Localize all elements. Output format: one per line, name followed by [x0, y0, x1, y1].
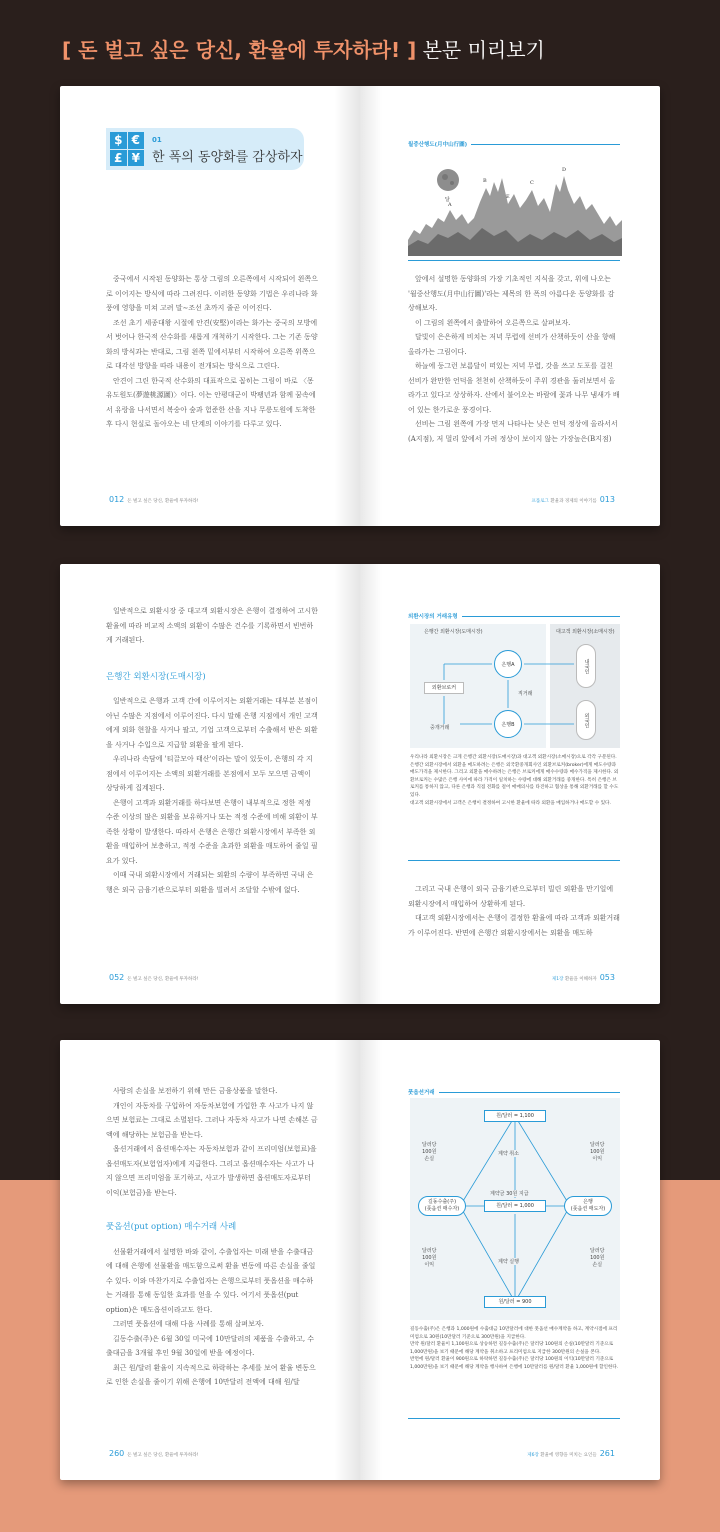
- paragraph: 앞에서 설명한 동양화의 가장 기초적인 지식을 갖고, 위에 나오는 '월중산행도(月中山行圖)'라는 제목의 한 폭의 아름다운 동양화를 감상해보자.: [408, 275, 615, 312]
- put-option-diagram: [410, 1098, 620, 1320]
- running-section: 프롤로그: [531, 499, 549, 504]
- right-bottom-loss: 달러당 100원 손실: [590, 1248, 605, 1268]
- page-footer: [532, 495, 618, 504]
- brokered-trade-label: 중개거래: [430, 725, 450, 731]
- rate-1100-box: 원/달러 = 1,100: [484, 1110, 546, 1122]
- paragraph: 일반적으로 은행과 고객 간에 이루어지는 외환거래는 대부분 본점이 아닌 수많은 지점에서 이루어진다. 다시 말해 은행 지점에서 개인 고객에게 외화 현찰을 사거나 팔고, 기업 고객으로부터 수출해서 받은 외환을 사거나 수입으로 지급할 외환을 팔게 된다.: [106, 697, 318, 749]
- page-013: [360, 86, 660, 526]
- rate-900-box: 원/달러 = 900: [484, 1296, 546, 1308]
- page-footer: [106, 495, 199, 504]
- paragraph: 최근 원/달러 환율이 지속적으로 하락하는 추세를 보여 환율 변동으로 인한 손실을 줄이기 위해 은행에 10만달러 전액에 대해 원/달: [106, 1363, 316, 1386]
- running-title: 환율을 이해하자: [564, 977, 597, 982]
- contract-cancel-label: 계약 취소: [498, 1151, 519, 1157]
- yen-icon: ¥: [128, 150, 145, 167]
- figure-note: 길동수출(주)은 은행과 1,000원에 수출대금 10만달러에 대한 풋옵션 매수계약을 하고, 계약시점에 프리미엄으로 30원(10만달러 기준으로 300만원)을 지급한다. 만약 원/달러 환율이 1,100원으로 상승하면 길동수출(주)은 달러당 100원의 손실(10만달러 기준으로 1,000만원)을 보기 때문에 해당 계약을 취소하고 프리미엄으로 지급한 300만원의 손실을 본다. 반면에 원/달러 환율이 900원으로 하락하면 길동수출(주)은 달러당 100원의 이익(10만달러 기준으로 1,000만원)을 보기 때문에 해당 계약을 행사하여 은행에 10만달러를 원/달러 환율 1,000원에 할인한다.: [410, 1327, 619, 1370]
- body-text: [106, 1084, 318, 1390]
- bank-node: 은행 (풋옵션 매도자): [564, 1196, 612, 1216]
- page-footer: [106, 1449, 199, 1458]
- figure-caption: 외환시장의 거래유형: [408, 612, 620, 620]
- page-number: 052: [109, 973, 125, 982]
- running-title: 돈 벌고 싶은 당신, 환율에 투자하라!: [127, 499, 199, 504]
- body-text: [106, 604, 318, 897]
- pound-icon: £: [110, 150, 127, 167]
- svg-text:B: B: [483, 178, 487, 184]
- page-header: [62, 34, 545, 63]
- paragraph: 중국에서 시작된 동양화는 통상 그림의 오른쪽에서 시작되어 왼쪽으로 이어지는 방식에 따라 그려진다. 이러한 동양화 기법은 우리나라 화풍에 영향을 미쳐 고려 말∼조선 초까지 줄곧 이어진다.: [106, 275, 318, 312]
- page-number: 053: [599, 973, 615, 982]
- mountain-chart: [408, 148, 622, 256]
- paragraph: 이때 국내 외환시장에서 거래되는 외환의 수량이 부족하면 국내 은행은 외국 금융기관으로부터 외환을 빌려서 조달할 수밖에 없다.: [106, 871, 314, 894]
- page-footer: [106, 973, 199, 982]
- paragraph: 그러면 풋옵션에 대해 다음 사례를 통해 살펴보자.: [113, 1320, 264, 1328]
- page-number: 013: [599, 495, 615, 504]
- bank-b-node: 은행B: [494, 710, 522, 738]
- page-053: [360, 564, 660, 1004]
- figure-rule: [408, 260, 620, 261]
- figure-note: 우리나라 외환시장은 크게 은행간 외환시장(도매시장)과 대고객 외환시장(소매시장)으로 각각 구분된다. 은행간 외환시장에서 외환을 매도하려는 은행은 외국환중개회사인 외환브로커(broker)에게 매도수량과 매도가격을 제시한다. 그리고 외환을 매수하려는 은행은 브로커에게 매수수량과 매수가격을 제시한다. 외환브로커는 수많은 은행 사이에 따라 가격이 일치하는 수량에 대해 외환거래를 중개한다. 특히 은행은 브로커를 통하지 않고, 다른 은행과 직접 전화를 걸어 매매의사를 타진하고 협상을 통해 외환거래를 할 수도 있다. 대고객 외환시장에서 고객은 은행이 결정하여 고시한 환율에 따라 외환을 매입하거나 매도할 수 있다.: [410, 755, 619, 806]
- interbank-label: 은행간 외환시장(도매시장): [424, 629, 483, 635]
- paragraph: 선비는 그림 왼쪽에 가장 먼저 나타나는 낮은 언덕 정상에 올라서서(A지점), 저 멀리 앞에서 가려 정상이 보이지 않는 가장높은(B지점): [408, 420, 618, 443]
- chapter-number: 01: [152, 136, 162, 144]
- paragraph: 길동수출(주)은 6월 30일 미국에 10만달러의 제품을 수출하고, 수출대금을 3개월 후인 9월 30일에 받을 예정이다.: [106, 1334, 315, 1357]
- figure-rule: [408, 1418, 620, 1419]
- svg-text:D: D: [562, 167, 567, 173]
- page-260: [60, 1040, 360, 1480]
- left-bottom-gain: 달러당 100원 이익: [422, 1248, 437, 1268]
- paragraph: 대고객 외환시장에서는 은행이 결정한 환율에 따라 고객과 외환거래가 이루어진다. 반면에 은행간 외환시장에서는 외환을 매도하: [408, 914, 620, 937]
- paragraph: 이 그림의 왼쪽에서 출발하여 오른쪽으로 살펴보자.: [415, 318, 571, 327]
- paragraph: 선물환거래에서 설명한 바와 같이, 수출업자는 미래 받을 수출대금에 대해 은행에 선물환을 매도함으로써 환율 변동에 따른 손실을 줄일 수 있다. 이와 마찬가지로 수출업자는 은행으로부터 풋옵션을 매수하는 거래를 통해 동일한 효과를 얻을 수 있다. 여기서 풋옵션(put option)은 매도옵션이라고도 한다.: [106, 1247, 316, 1314]
- exporter-node: 길동수출(주) (풋옵션 매수자): [418, 1196, 466, 1216]
- running-section: 제1장: [551, 977, 564, 982]
- body-text: [106, 272, 318, 432]
- paragraph: 개인이 자동차를 구입하여 자동차보험에 가입한 후 사고가 나지 않으면 보험료는 그대로 소멸된다. 그러나 자동차 사고가 나면 손해본 금액에 해당하는 보험금을 받는다.: [106, 1101, 318, 1139]
- page-footer: [527, 1449, 618, 1458]
- chapter-title: 한 폭의 동양화를 감상하자: [152, 150, 303, 165]
- moon-label: 달: [445, 197, 450, 203]
- paragraph: 은행이 고객과 외환거래를 하다보면 은행이 내부적으로 정한 적정 수준 이상의 많은 외환을 보유하거나 또는 적정 수준에 비해 외환이 부족한 상황이 발생한다. 따라서 은행은 은행간 외환시장에서 부족한 외환을 매입하여 보충하고, 적정 수준을 초과한 외환을 매도하여 줄일 필요가 있다.: [106, 798, 318, 865]
- svg-text:C: C: [530, 180, 534, 186]
- paragraph: 안견이 그린 한국적 산수화의 대표작으로 꼽히는 그림이 바로 〈몽유도원도(夢遊桃源圖)〉이다. 이는 안평대군이 박팽년과 함께 꿈속에서 유랑을 나서면서 복숭아 숲과 험준한 산을 지나 무릉도원에 도착한 후 다시 현실로 돌아오는 네 단계의 이야기를 다루고 있다.: [106, 376, 316, 428]
- subheading: 풋옵션(put option) 매수거래 사례: [106, 1222, 237, 1232]
- foreigner-node: 외국인: [576, 700, 596, 740]
- header-suffix: 본문 미리보기: [422, 38, 545, 62]
- direct-trade-label: 직거래: [518, 691, 533, 697]
- paragraph: 사람의 손실을 보전하기 위해 만든 금융상품을 말한다.: [113, 1087, 278, 1095]
- page-012: [60, 86, 360, 526]
- running-section: 제6장: [527, 1453, 539, 1458]
- right-top-gain: 달러당 100원 이익: [590, 1142, 605, 1162]
- dollar-icon: $: [110, 132, 127, 149]
- running-title: 돈 벌고 싶은 당신, 환율에 투자하라!: [127, 1453, 199, 1458]
- paragraph: 그리고 국내 은행이 외국 금융기관으로부터 빌린 외환을 만기일에 외환시장에서 매입하여 상환하게 된다.: [408, 885, 614, 908]
- paragraph: 옵션거래에서 옵션매수자는 자동차보험과 같이 프리미엄(보험료)을 옵션매도자(보험업자)에게 지급한다. 그리고 옵션매수자는 사고가 나지 않으면 프리미엄을 포기하고, 사고가 발생하면 옵션매도자로부터 이익(보험금)을 받는다.: [106, 1145, 317, 1197]
- page-number: 012: [109, 495, 125, 504]
- euro-icon: €: [128, 132, 145, 149]
- premium-label: 계약금 30원 지급: [490, 1191, 529, 1197]
- figure-caption: 월중산행도(月中山行圖): [408, 140, 620, 148]
- currency-icons: [110, 132, 144, 166]
- bank-a-node: 은행A: [494, 650, 522, 678]
- customer-label: 대고객 외환시장(소매시장): [556, 629, 615, 635]
- page-footer: [552, 973, 618, 982]
- paragraph: 일반적으로 외환시장 중 대고객 외환시장은 은행이 결정하여 고시한 환율에 따라 비교적 소액의 외환이 수많은 건수를 기록하면서 빈번하게 거래된다.: [106, 607, 318, 644]
- page-number: 260: [109, 1449, 125, 1458]
- chapter-header: [106, 128, 304, 170]
- moon-icon: [437, 169, 459, 191]
- domestic-node: 내국인: [576, 644, 596, 688]
- paragraph: 하늘에 둥그런 보름달이 떠있는 저녁 무렵, 갓을 쓰고 도포를 걸친 선비가 완만한 언덕을 천천히 산책하듯이 주위 경관을 둘러보면서 올라가고 있다고 상상하자. 산에서 불어오는 바람에 꽃과 나무 냄새가 배어 있는 한가로운 풍경이다.: [408, 362, 620, 414]
- header-title: [ 돈 벌고 싶은 당신, 환율에 투자하라! ]: [62, 38, 417, 62]
- contract-exec-label: 계약 실행: [498, 1259, 519, 1265]
- paragraph: 달빛이 은은하게 비치는 저녁 무렵에 선비가 산책하듯이 산을 향해 올라가는 그림이다.: [408, 333, 616, 356]
- svg-text:A: A: [448, 202, 452, 208]
- page-052: [60, 564, 360, 1004]
- svg-text:E: E: [506, 194, 510, 200]
- running-title: 환율과 경제의 이야기를: [550, 499, 597, 504]
- paragraph: 우리나라 속담에 '티끌모아 태산'이라는 말이 있듯이, 은행의 각 지점에서 이루어지는 소액의 외환거래를 본점에서 모두 모으면 금액이 상당하게 집계된다.: [106, 755, 313, 792]
- fx-market-diagram: [410, 624, 620, 748]
- book-spread-2: [60, 564, 660, 1004]
- subheading: 은행간 외환시장(도매시장): [106, 671, 206, 682]
- paragraph: 조선 초기 세종대왕 시절에 안견(安堅)이라는 화가는 중국의 모방에서 벗어나 한국적 산수화를 새롭게 개척하기 시작한다. 그는 기존 동양화의 방식과는 반대로, 그림 왼쪽 밑에서부터 시작하여 오른쪽 위쪽으로 대각선 방향을 따라 내용이 전개되는 방식으로 그린다.: [106, 318, 318, 370]
- running-title: 돈 벌고 싶은 당신, 환율에 투자하라!: [127, 977, 199, 982]
- broker-node: 외환브로커: [424, 682, 464, 694]
- page-261: [360, 1040, 660, 1480]
- running-title: 환율에 영향을 미치는 요인들: [540, 1453, 597, 1458]
- body-text: [408, 882, 620, 940]
- figure-rule: [408, 860, 620, 861]
- rate-1000-box: 원/달러 = 1,000: [484, 1200, 546, 1212]
- book-spread-3: [60, 1040, 660, 1480]
- book-spread-1: [60, 86, 660, 526]
- left-top-loss: 달러당 100원 손실: [422, 1142, 437, 1162]
- diagram-arrows: [410, 624, 620, 748]
- body-text: [408, 272, 620, 446]
- figure-caption: 풋옵션거래: [408, 1088, 620, 1096]
- page-number: 261: [599, 1449, 615, 1458]
